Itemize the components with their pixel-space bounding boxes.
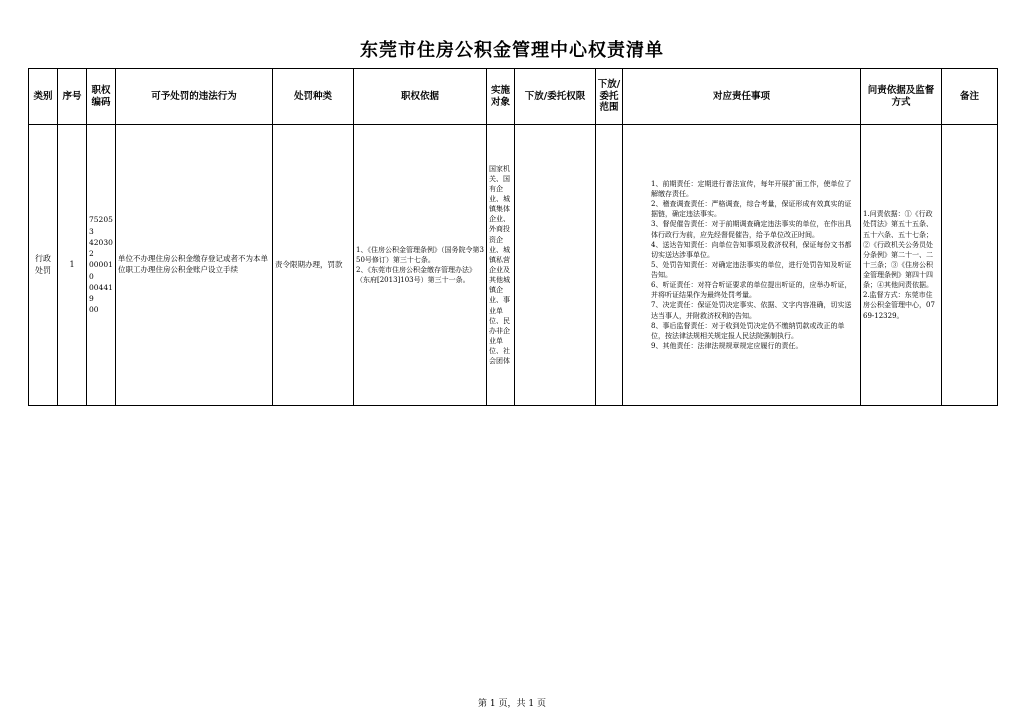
cell-accountability: 1.问责依据：①《行政处罚法》第五十五条、五十六条、五十七条；②《行政机关公务员处分条例》第二十一、二十三条；③《住房公积金管理条例》第四十四条；④其他问责依据。 2.监督方式：东莞市住房公积金管理中心，0769-12329。: [861, 125, 942, 406]
cell-responsibilities: 1、前期责任：定期进行普法宣传，每年开展扩面工作，使单位了解缴存责任。 2、稽查调查责任：严格调查，综合考量，保证形成有效真实的证据链，确定违法事实。 3、督促催告责任：对于前期调查确定违法事实的单位，在作出具体行政行为前，应先经督促催告，给予单位改正时间。 4、送达告知责任：向单位告知事项及救济权利，保证每份文书都切实送达涉事单位。 5、处罚告知责任：对确定违法事实的单位，进行处罚告知及听证告知。 6、听证责任：对符合听证要求的单位提出听证的，应举办听证，并将听证结果作为最终处罚考量。 7、决定责任：保证处罚决定事实、依据、文字内容准确，切实送达当事人，并附救济权利的告知。 8、事后监督责任：对于收到处罚决定仍不缴纳罚款或改正的单位，按法律法规相关规定报人民法院强制执行。 9、其他责任：法律法规规章规定应履行的责任。: [623, 125, 861, 406]
header-basis: 职权依据: [354, 69, 487, 125]
cell-behavior: 单位不办理住房公积金缴存登记或者不为本单位职工办理住房公积金账户设立手续: [116, 125, 273, 406]
header-category: 类别: [29, 69, 58, 125]
responsibility-table: [28, 68, 998, 406]
page-title: 东莞市住房公积金管理中心权责清单: [360, 40, 664, 61]
cell-subject: 国家机关、国有企业、城镇集体企业、外商投资企业、城镇私营企业及其他城镇企业、事业单位、民办非企业单位、社会团体: [487, 125, 515, 406]
header-code: 职权 编码: [87, 69, 116, 125]
header-index: 序号: [58, 69, 87, 125]
cell-index: 1: [58, 125, 87, 406]
cell-code: 752053 420302 000010 004419 00: [87, 125, 116, 406]
header-accountability: 问责依据及监督 方式: [861, 69, 942, 125]
header-behavior: 可予处罚的违法行为: [116, 69, 273, 125]
table-row: [29, 125, 998, 406]
page-footer: 第 1 页，共 1 页: [478, 699, 546, 709]
cell-remarks: [942, 125, 998, 406]
table-header-row: [29, 69, 998, 125]
header-responsibilities: 对应责任事项: [623, 69, 861, 125]
header-subject: 实施 对象: [487, 69, 515, 125]
cell-basis: 1、《住房公积金管理条例》（国务院令第350号修订）第三十七条。 2、《东莞市住房公积金缴存管理办法》（东府[2013]103号）第三十一条。: [354, 125, 487, 406]
cell-category: 行政 处罚: [29, 125, 58, 406]
header-penalty-type: 处罚种类: [273, 69, 354, 125]
header-delegation: 下放/委托权限: [515, 69, 596, 125]
cell-delegation-scope: [596, 125, 623, 406]
header-remarks: 备注: [942, 69, 998, 125]
cell-delegation: [515, 125, 596, 406]
cell-penalty-type: 责令限期办理，罚款: [273, 125, 354, 406]
header-delegation-scope: 下放/ 委托 范围: [596, 69, 623, 125]
